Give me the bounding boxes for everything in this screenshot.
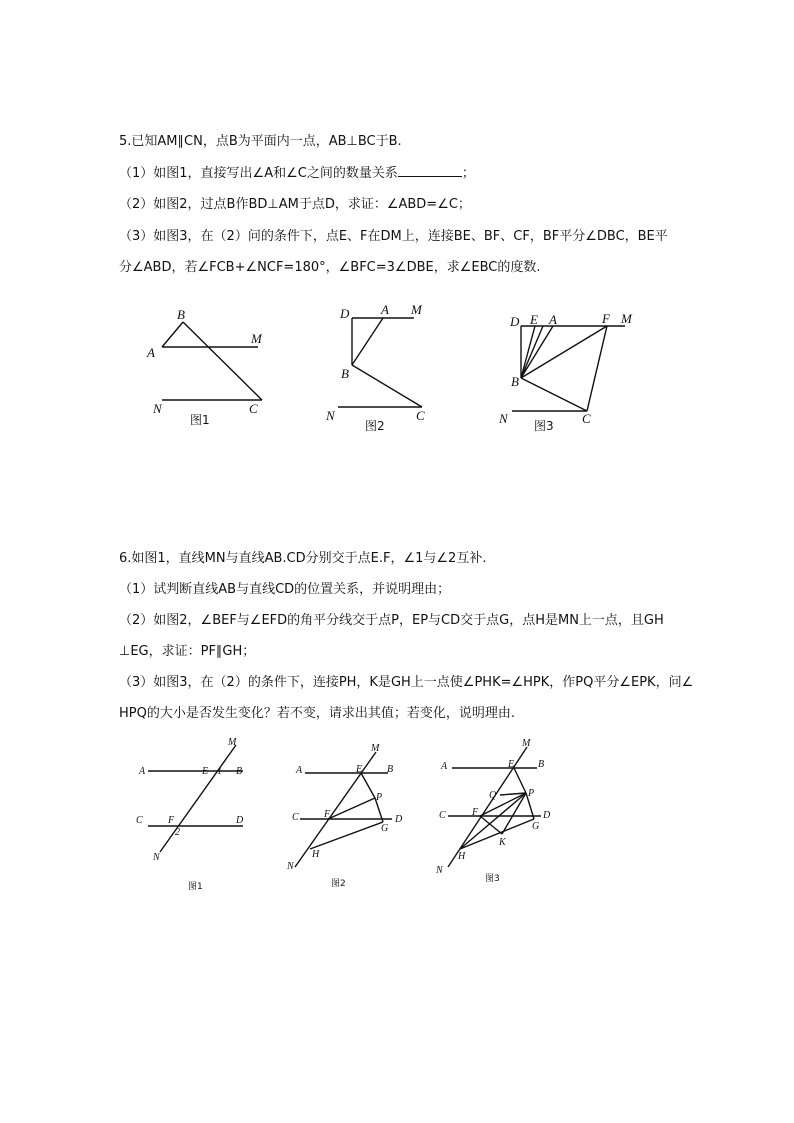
fig1-caption: 图1 [190,413,210,427]
p6f2-label-D: D [395,814,403,825]
p5-part2: （2）如图2，过点B作BD⊥AM于点D，求证：∠ABD=∠C； [119,197,471,212]
p6f3-label-M: M [522,738,531,749]
p6f2-label-A: A [296,765,303,776]
p6f2-label-B: B [387,764,394,775]
p5-part1-text: （1）如图1，直接写出∠A和∠C之间的数量关系 [119,166,398,181]
p6-part2-line2: ⊥EG，求证：PF∥GH； [119,644,256,659]
fig1-label-B: B [177,307,185,322]
fig2-label-M: M [411,302,422,317]
p6f2-label-G: G [381,823,389,834]
p6f1-label-B: B [236,766,243,777]
p6f3-label-N: N [436,865,443,876]
fig3-label-D: D [510,314,520,329]
p6f1-caption: 图1 [188,882,203,892]
p6f3-line-mn [448,747,527,867]
p6f2-label-M: M [371,743,380,754]
fig3-label-B: B [511,374,519,389]
fig3-label-C: C [582,411,591,426]
fig3-label-M: M [621,311,632,326]
p6f1-label-N: N [153,852,160,863]
p6f3-label-P: P [528,788,535,799]
p6f3-label-G: G [532,821,540,832]
fig3-label-E: E [530,312,538,327]
p6f1-label-1: 1 [217,766,222,777]
p6f1-label-C: C [136,815,143,826]
p6f1-label-M: M [228,737,237,748]
fig2-label-D: D [340,306,350,321]
p6f2-label-C: C [292,812,299,823]
p6f3-label-B: B [538,759,545,770]
p6f3-line-hg [460,819,534,849]
p6f2-label-F: F [324,809,331,820]
fig2-label-N: N [326,408,335,423]
p6-part3-line1: （3）如图3，在（2）的条件下，连接PH，K是GH上一点使∠PHK=∠HPK，作PQ平分∠EPK，问∠ [119,675,694,690]
fig1-label-M: M [251,331,262,346]
p6f3-caption: 图3 [485,874,500,884]
p6f3-line-fk [480,816,502,834]
fig3-label-F: F [602,311,610,326]
p6f1-label-F: F [168,815,175,826]
p6f3-label-F: F [472,807,479,818]
p6f3-line-hp [460,793,526,849]
p6-part1: （1）试判断直线AB与直线CD的位置关系，并说明理由； [119,582,451,597]
p6f2-label-H: H [312,849,320,860]
p5-part3-line1: （3）如图3，在（2）问的条件下，点E、F在DM上，连接BE、BF、CF，BF平分∠DBC，BE平 [119,229,668,244]
p6f2-line-ep [361,773,375,798]
p5-part3-line2: 分∠ABD，若∠FCB+∠NCF=180°，∠BFC=3∠DBE，求∠EBC的度数. [119,260,541,275]
p6f1-label-2: 2 [175,827,180,838]
fig3-caption: 图3 [534,419,554,433]
fig3-label-N: N [499,411,508,426]
fig2-label-C: C [416,408,425,423]
p6f3-label-H: H [458,851,466,862]
fig1-label-A: A [147,345,155,360]
p6-stem: 6.如图1，直线MN与直线AB.CD分别交于点E.F，∠1与∠2互补. [119,551,487,566]
p6f2-line-mn [295,752,376,867]
p6f2-label-P: P [376,792,383,803]
p6f3-label-K: K [499,837,506,848]
p6f1-label-D: D [236,815,244,826]
p5-stem: 5.已知AM∥CN，点B为平面内一点，AB⊥BC于B. [119,134,402,149]
fig1-label-N: N [153,401,162,416]
fig2-caption: 图2 [365,419,385,433]
fig3-label-A: A [549,312,557,327]
fig2-label-B: B [341,366,349,381]
p6-part2-line1: （2）如图2，∠BEF与∠EFD的角平分线交于点P，EP与CD交于点G，点H是MN上一点，且GH [119,613,664,628]
fig1-label-C: C [249,401,258,416]
fig2-label-A: A [381,302,389,317]
p6f1-label-E: E [202,766,209,777]
p6f2-label-E: E [356,764,363,775]
p6-part3-line2: HPQ的大小是否发生变化？若不变，请求出其值；若变化，说明理由. [119,706,515,721]
p6f3-label-E: E [508,759,515,770]
p6f2-caption: 图2 [331,879,346,889]
p6f3-label-D: D [543,810,551,821]
p6f3-line-ep [514,768,526,793]
p6f3-label-Q: Q [489,790,497,801]
p6f2-line-hg [310,822,383,849]
p6f3-label-C: C [439,810,446,821]
p6f1-label-A: A [139,766,146,777]
p6f2-line-fp [328,798,375,819]
p6f3-label-A: A [441,761,448,772]
p6f2-label-N: N [287,861,294,872]
p5-part1-suffix: ； [461,166,475,181]
p6f1-line-mn [160,745,236,852]
